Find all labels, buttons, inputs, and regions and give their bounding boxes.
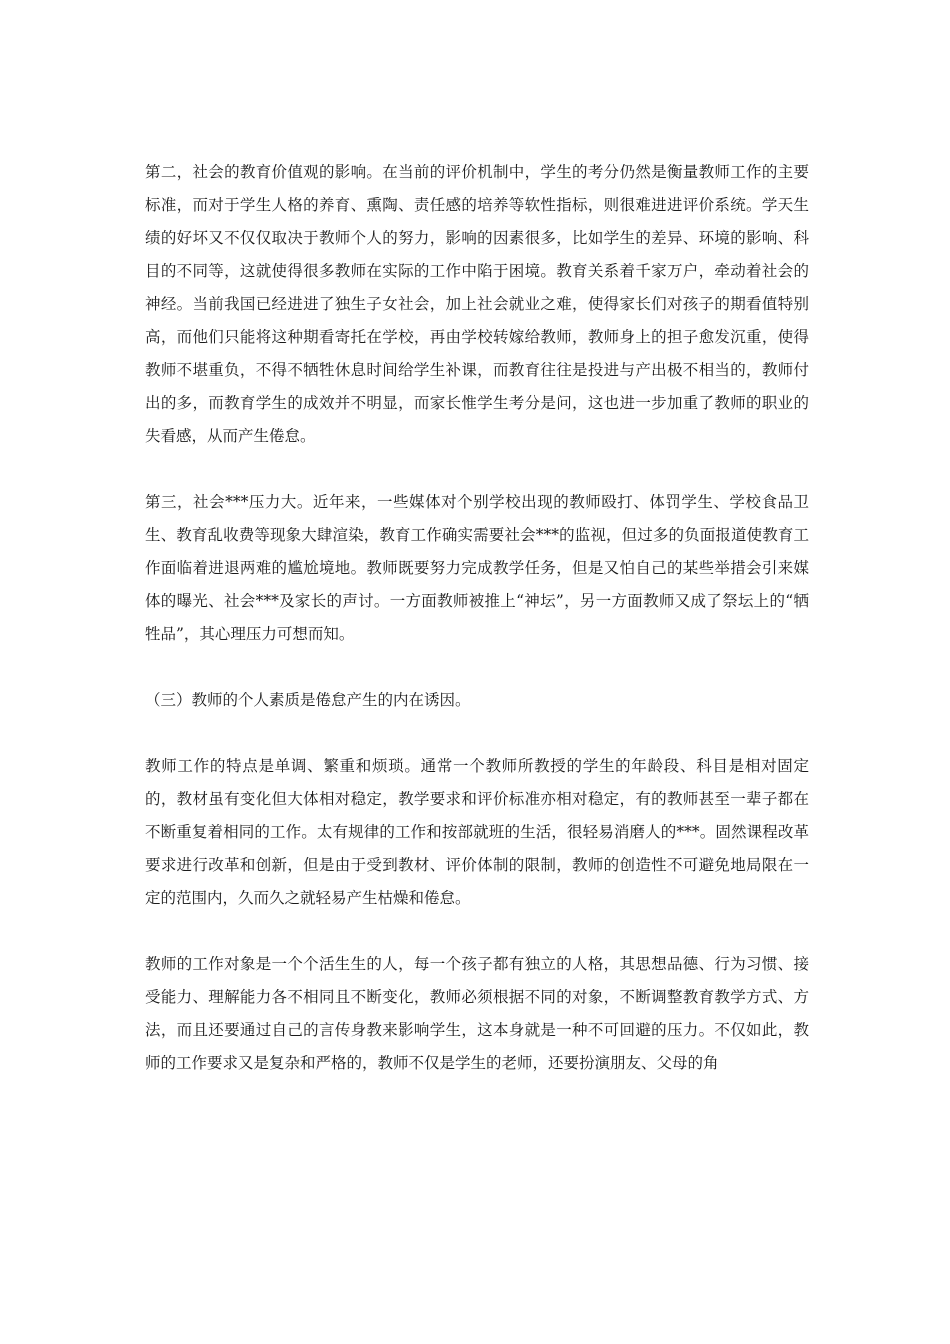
paragraph-work-characteristics: 教师工作的特点是单调、繁重和烦琐。通常一个教师所教授的学生的年龄段、科目是相对固定的，教材虽有变化但大体相对稳定，教学要求和评价标准亦相对稳定，有的教师甚至一辈子都在不断重复着相同的工作。太有规律的工作和按部就班的生活，很轻易消磨人的***。固然课程改革要求进行改革和创新，但是由于受到教材、评价体制的限制，教师的创造性不可避免地局限在一定的范围内，久而久之就轻易产生枯燥和倦怠。 <box>145 757 809 907</box>
paragraph-second-point: 第二，社会的教育价值观的影响。在当前的评价机制中，学生的考分仍然是衡量教师工作的主要标准，而对于学生人格的养育、熏陶、责任感的培养等软性指标，则很难进进评价系统。学天生绩的好坏又不仅仅取决于教师个人的努力，影响的因素很多，比如学生的差异、环境的影响、科目的不同等，这就使得很多教师在实际的工作中陷于困境。教育关系着千家万户，牵动着社会的神经。当前我国已经进进了独生子女社会，加上社会就业之难，使得家长们对孩子的期看值特别高，而他们只能将这种期看寄托在学校，再由学校转嫁给教师，教师身上的担子愈发沉重，使得教师不堪重负，不得不牺牲休息时间给学生补课，而教育往往是投进与产出极不相当的，教师付出的多，而教育学生的成效并不明显，而家长惟学生考分是问，这也进一步加重了教师的职业的失看感，从而产生倦怠。 <box>145 163 809 445</box>
paragraph-work-objects: 教师的工作对象是一个个活生生的人，每一个孩子都有独立的人格，其思想品德、行为习惯、接受能力、理解能力各不相同且不断变化，教师必须根据不同的对象，不断调整教育教学方式、方法，而且还要通过自己的言传身教来影响学生，这本身就是一种不可回避的压力。不仅如此，教师的工作要求又是复杂和严格的，教师不仅是学生的老师，还要扮演朋友、父母的角 <box>145 955 809 1072</box>
paragraph-third-point: 第三，社会***压力大。近年来，一些媒体对个别学校出现的教师殴打、体罚学生、学校食品卫生、教育乱收费等现象大肆渲染，教育工作确实需要社会***的监视，但过多的负面报道使教育工作面临着进退两难的尴尬境地。教师既要努力完成教学任务，但是又怕自己的某些举措会引来媒体的曝光、社会***及家长的声讨。一方面教师被推上“神坛”，另一方面教师又成了祭坛上的“牺牲品”，其心理压力可想而知。 <box>145 493 809 643</box>
document-body <box>145 156 809 1113</box>
section-heading: （三）教师的个人素质是倦怠产生的内在诱因。 <box>145 691 471 709</box>
